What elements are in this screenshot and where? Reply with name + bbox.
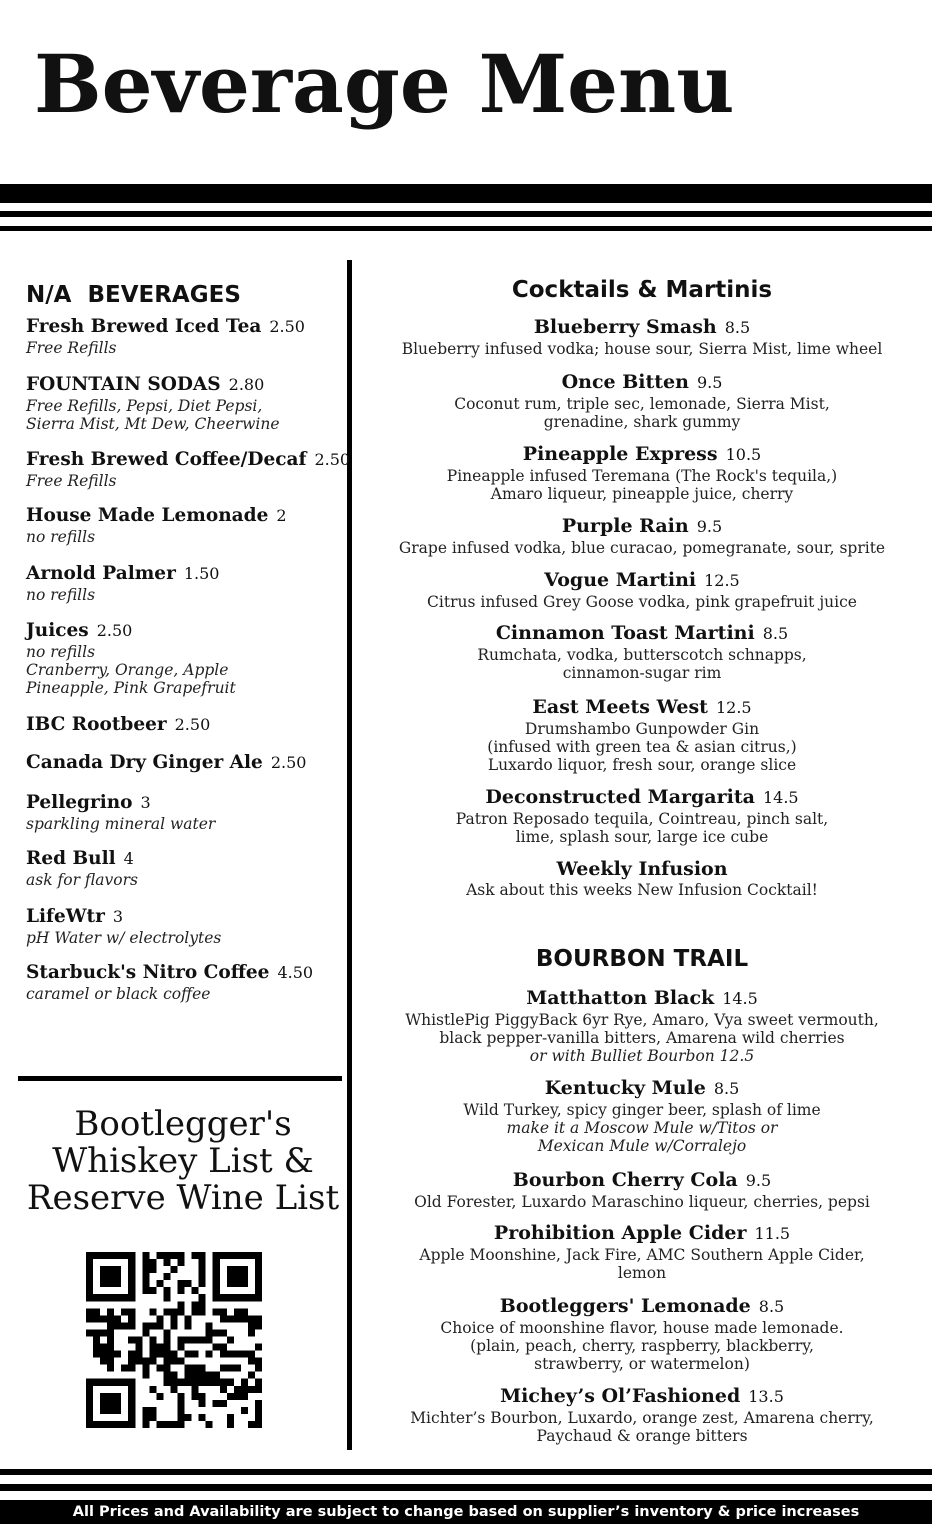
na-menu-item: [26, 315, 346, 357]
item-name-line: [352, 1221, 932, 1246]
item-price: 8.5: [713, 1079, 740, 1098]
item-name: Cinnamon Toast Martini: [495, 622, 755, 644]
item-name-line: [26, 713, 346, 737]
item-name: Purple Rain: [561, 515, 689, 537]
item-name: Fresh Brewed Iced Tea: [26, 316, 262, 337]
item-name: Weekly Infusion: [556, 858, 728, 880]
bourbon-item: [352, 1076, 932, 1155]
item-name-line: [26, 373, 346, 397]
item-name: Fresh Brewed Coffee/Decaf: [26, 449, 307, 470]
whiskey-list-title: Bootlegger's Whiskey List & Reserve Wine List: [26, 1104, 340, 1218]
cocktail-item: [352, 568, 932, 611]
bourbon-item: [352, 1221, 932, 1282]
item-name: Pineapple Express: [522, 443, 718, 465]
na-menu-item: [26, 504, 346, 546]
item-name-line: [352, 695, 932, 720]
item-price: 8.5: [758, 1297, 785, 1316]
item-price: 14.5: [722, 989, 758, 1008]
item-description: Pineapple infused Teremana (The Rock's tequila,) Amaro liqueur, pineapple juice, cherry: [446, 467, 838, 503]
item-name: Bootleggers' Lemonade: [499, 1295, 751, 1317]
item-name: FOUNTAIN SODAS: [26, 374, 221, 395]
item-description: Apple Moonshine, Jack Fire, AMC Southern Apple Cider, lemon: [419, 1246, 865, 1282]
item-price: 10.5: [725, 445, 762, 464]
cocktail-item: [352, 785, 932, 846]
page-title: Beverage Menu: [34, 37, 735, 131]
item-description: caramel or black coffee: [26, 985, 211, 1003]
item-price: 4: [123, 849, 134, 868]
na-menu-item: [26, 905, 346, 947]
item-price: 13.5: [748, 1387, 784, 1406]
item-name-line: [26, 315, 346, 339]
bourbon-item: [352, 1168, 932, 1211]
item-name-line: [352, 315, 932, 340]
footer-rule-mid: [0, 1484, 932, 1491]
cocktail-item: [352, 621, 932, 682]
bourbon-item: [352, 1384, 932, 1445]
item-price: 2: [276, 506, 287, 525]
item-description: WhistlePig PiggyBack 6yr Rye, Amaro, Vya sweet vermouth, black pepper-vanilla bitters, Amarena wild cherries: [405, 1011, 879, 1047]
item-name: Prohibition Apple Cider: [493, 1222, 747, 1244]
header-rule-thin: [0, 226, 932, 231]
item-name-line: [352, 1294, 932, 1319]
item-name-line: [26, 504, 346, 528]
item-price: 2.80: [228, 375, 265, 394]
item-price: 12.5: [704, 571, 740, 590]
item-note: make it a Moscow Mule w/Titos or Mexican Mule w/Corralejo: [506, 1119, 778, 1155]
item-price: 11.5: [754, 1224, 791, 1243]
item-name-line: [352, 1076, 932, 1101]
na-menu-item: [26, 713, 346, 737]
item-name: LifeWtr: [26, 906, 105, 927]
item-name-line: [352, 621, 932, 646]
item-name-line: [352, 857, 932, 881]
item-price: 9.5: [696, 373, 723, 392]
item-name-line: [26, 448, 351, 472]
item-price: 8.5: [762, 624, 789, 643]
item-name-line: [26, 751, 346, 775]
item-description: no refills: [26, 586, 96, 604]
item-description: Choice of moonshine flavor, house made lemonade. (plain, peach, cherry, raspberry, blackberry, strawberry, or watermelon): [440, 1319, 844, 1373]
item-name-line: [26, 961, 346, 985]
item-name: Red Bull: [26, 848, 116, 869]
item-name-line: [352, 514, 932, 539]
item-name: Once Bitten: [561, 371, 689, 393]
item-name-line: [26, 905, 346, 929]
item-name: Pellegrino: [26, 792, 133, 813]
item-name: Kentucky Mule: [544, 1077, 706, 1099]
item-price: 2.50: [174, 715, 211, 734]
na-menu-item: [26, 562, 346, 604]
item-description: Free Refills: [26, 339, 117, 357]
item-name-line: [352, 370, 932, 395]
cocktail-item: [352, 695, 932, 774]
item-price: 2.50: [314, 450, 351, 469]
item-name: House Made Lemonade: [26, 505, 269, 526]
header-rule-mid: [0, 211, 932, 217]
item-description: Wild Turkey, spicy ginger beer, splash of lime: [463, 1101, 821, 1119]
item-description: Ask about this weeks New Infusion Cocktail!: [466, 881, 818, 899]
cocktail-item: [352, 514, 932, 557]
item-name-line: [352, 986, 932, 1011]
cocktail-item: [352, 315, 932, 358]
cocktail-item: [352, 857, 932, 899]
item-price: 2.50: [96, 621, 133, 640]
cocktail-item: [352, 442, 932, 503]
item-description: Patron Reposado tequila, Cointreau, pinch salt, lime, splash sour, large ice cube: [455, 810, 829, 846]
item-price: 3: [112, 907, 124, 926]
qr-code-icon[interactable]: [86, 1252, 262, 1428]
item-note: or with Bulliet Bourbon 12.5: [529, 1047, 755, 1065]
item-name: East Meets West: [532, 696, 708, 718]
item-name-line: [26, 562, 346, 586]
item-name: Blueberry Smash: [533, 316, 717, 338]
item-name: Bourbon Cherry Cola: [512, 1169, 738, 1191]
item-description: Rumchata, vodka, butterscotch schnapps, cinnamon-sugar rim: [477, 646, 807, 682]
left-divider: [18, 1076, 342, 1081]
item-price: 9.5: [745, 1171, 772, 1190]
item-description: Free Refills, Pepsi, Diet Pepsi, Sierra Mist, Mt Dew, Cheerwine: [26, 397, 280, 433]
item-description: ask for flavors: [26, 871, 138, 889]
na-menu-item: [26, 619, 346, 697]
item-name-line: [352, 442, 932, 467]
item-price: 14.5: [762, 788, 799, 807]
item-description: Citrus infused Grey Goose vodka, pink grapefruit juice: [427, 593, 857, 611]
item-description: no refills Cranberry, Orange, Apple Pineapple, Pink Grapefruit: [26, 643, 236, 697]
item-description: Michter’s Bourbon, Luxardo, orange zest, Amarena cherry, Paychaud & orange bitters: [410, 1409, 874, 1445]
item-description: Grape infused vodka, blue curacao, pomegranate, sour, sprite: [398, 539, 886, 557]
item-description: Blueberry infused vodka; house sour, Sierra Mist, lime wheel: [401, 340, 883, 358]
item-price: 2.50: [269, 317, 305, 336]
item-description: Drumshambo Gunpowder Gin (infused with green tea & asian citrus,) Luxardo liquor, fresh sour, orange slice: [487, 720, 797, 774]
item-description: Free Refills: [26, 472, 117, 490]
item-price: 3: [140, 793, 151, 812]
na-menu-item: [26, 791, 346, 833]
item-name: Matthatton Black: [526, 987, 715, 1009]
na-beverages-heading: N/A BEVERAGES: [26, 282, 241, 308]
item-price: 8.5: [724, 318, 751, 337]
item-name: Michey’s Ol’Fashioned: [500, 1385, 741, 1407]
cocktails-heading: Cocktails & Martinis: [511, 277, 773, 303]
item-name: Deconstructed Margarita: [485, 786, 755, 808]
bourbon-heading: BOURBON TRAIL: [535, 946, 749, 972]
item-description: pH Water w/ electrolytes: [26, 929, 222, 947]
item-description: Coconut rum, triple sec, lemonade, Sierra Mist, grenadine, shark gummy: [454, 395, 830, 431]
na-menu-item: [26, 961, 346, 1003]
item-name-line: [26, 619, 346, 643]
item-name-line: [352, 568, 932, 593]
item-description: Old Forester, Luxardo Maraschino liqueur, cherries, pepsi: [414, 1193, 870, 1211]
item-name-line: [352, 1384, 932, 1409]
item-name-line: [26, 791, 346, 815]
item-price: 4.50: [277, 963, 314, 982]
na-menu-item: [26, 847, 346, 889]
na-menu-item: [26, 373, 346, 433]
na-menu-item: [26, 751, 346, 775]
bourbon-item: [352, 1294, 932, 1373]
bourbon-item: [352, 986, 932, 1065]
item-name-line: [352, 1168, 932, 1193]
item-description: sparkling mineral water: [26, 815, 216, 833]
header-rule-thick: [0, 184, 932, 203]
item-name-line: [26, 847, 346, 871]
item-name: Vogue Martini: [544, 569, 697, 591]
footer-disclaimer: All Prices and Availability are subject to change based on supplier’s inventory & price increases: [0, 1500, 932, 1524]
item-name: Arnold Palmer: [26, 563, 176, 584]
item-name: Starbuck's Nitro Coffee: [26, 962, 270, 983]
item-price: 12.5: [715, 698, 752, 717]
item-name: Canada Dry Ginger Ale: [26, 752, 263, 773]
item-name: Juices: [26, 620, 89, 641]
item-description: no refills: [26, 528, 96, 546]
item-price: 2.50: [270, 753, 307, 772]
item-name-line: [352, 785, 932, 810]
na-menu-item: [26, 448, 351, 490]
footer-rule-thin: [0, 1469, 932, 1475]
item-price: 1.50: [183, 564, 220, 583]
cocktail-item: [352, 370, 932, 431]
item-name: IBC Rootbeer: [26, 714, 167, 735]
item-price: 9.5: [696, 517, 723, 536]
